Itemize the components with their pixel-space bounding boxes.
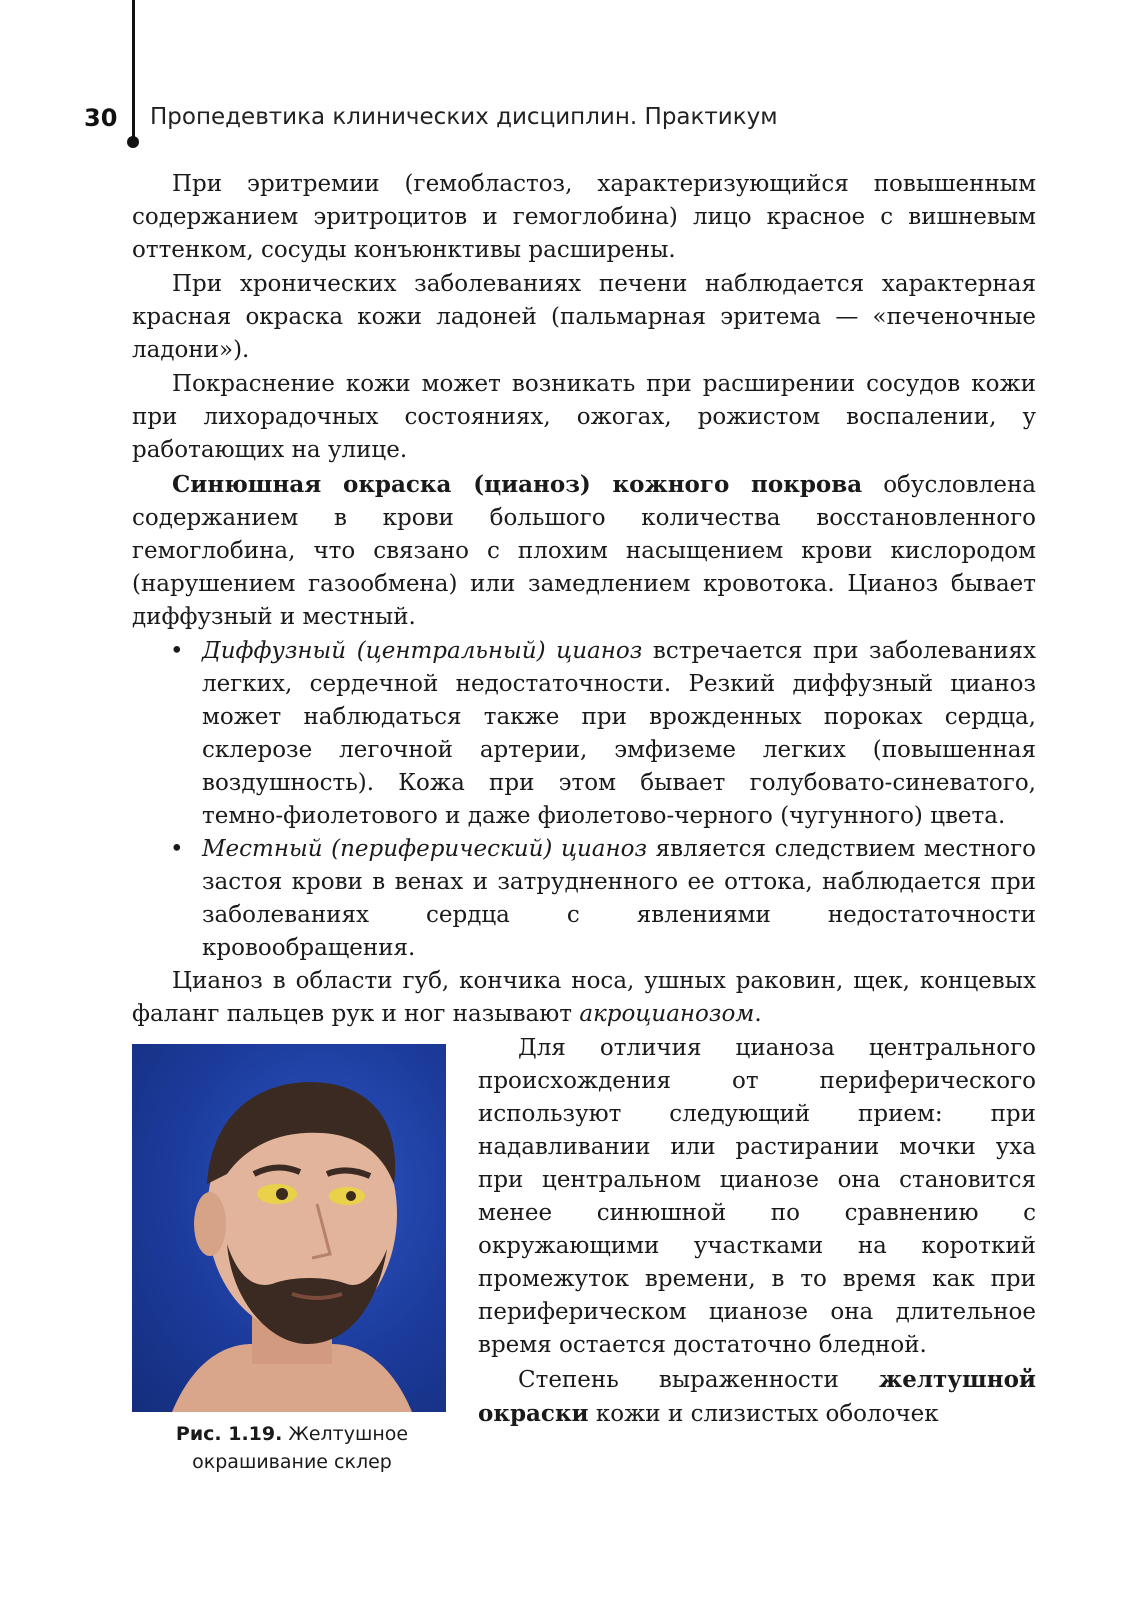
term-acrocyanosis: акроцианозом: [579, 1001, 755, 1027]
running-title: Пропедевтика клинических дисциплин. Практикум: [150, 104, 778, 130]
paragraph-acrocyanosis-end: .: [754, 1001, 762, 1027]
list-item-local: [132, 833, 1036, 965]
paragraph-erythremia: При эритремии (гемобластоз, характеризующийся повышенным содержанием эритроцитов и гемоглобина) лицо красное с вишневым оттенком, сосуды конъюнктивы расширены.: [132, 171, 1036, 263]
paragraph-cyanosis-text: обусловлена содержанием в крови большого количества восстановленного гемоглобина, что связано с плохим насыщением крови кислородом (нарушением газообмена) или замедлением кровотока. Цианоз бывает диффузный и местный.: [132, 472, 1036, 630]
page-number: 30: [84, 104, 118, 132]
header-rule-dot: [127, 136, 139, 148]
paragraph-cyanosis: [132, 468, 1036, 634]
paragraph-liver: При хронических заболеваниях печени наблюдается характерная красная окраска кожи ладоней (пальмарная эритема — «печеночные ладони»).: [132, 271, 1036, 363]
paragraph-redness: Покраснение кожи может возникать при расширении сосудов кожи при лихорадочных состояниях, ожогах, рожистом воспалении, у работающих на улице.: [132, 371, 1036, 463]
patient-photo: [132, 1044, 446, 1412]
list-item-diffuse: [132, 635, 1036, 833]
term-cyanosis: Синюшная окраска (цианоз) кожного покрова: [172, 471, 863, 498]
term-jaundice: желтушной окраски: [478, 1366, 1036, 1427]
cyanosis-types-list: [132, 635, 1036, 965]
page-body: [132, 168, 1036, 1480]
paragraph-differentiation: Для отличия цианоза центрального происхождения от периферического используют следующий прием: при надавливании или растирании мочки уха при центральном цианозе она становится менее синюшной по сравнению с окружающими участками на короткий промежуток времени, в то время как при периферическом цианозе она длительное время остается достаточно бледной.: [478, 1035, 1036, 1358]
header-rule: [132, 0, 135, 138]
term-local-cyanosis: Местный (периферический) цианоз: [202, 836, 648, 862]
paragraph-jaundice-end: кожи и слизистых оболочек: [588, 1401, 939, 1427]
paragraph-jaundice-text: Степень выраженности: [518, 1367, 879, 1393]
patient-face-illustration: [132, 1044, 446, 1412]
figure-caption-text: Желтушное окрашивание склер: [192, 1423, 409, 1473]
list-item-local-text: является следствием местного застоя крови в венах и затрудненного ее оттока, наблюдается при заболеваниях сердца с явлениями недостаточности кровообращения.: [202, 836, 1036, 961]
term-diffuse-cyanosis: Диффузный (центральный) цианоз: [202, 638, 643, 664]
bullet-marker: •: [170, 836, 184, 862]
bullet-marker: •: [170, 638, 184, 664]
figure-caption: [132, 1420, 452, 1476]
paragraph-acrocyanosis-start: [132, 965, 1036, 1031]
list-item-diffuse-text: встречается при заболеваниях легких, сердечной недостаточности. Резкий диффузный цианоз может наблюдаться также при врожденных пороках сердца, склерозе легочной артерии, эмфиземе легких (повышенная воздушность). Кожа при этом бывает голубовато-синеватого, темно-фиолетового и даже фиолетово-черного (чугунного) цвета.: [202, 638, 1037, 829]
paragraph-acrocyanosis-text: Цианоз в области губ, кончика носа, ушных раковин, щек, концевых фаланг пальцев рук и ног называют: [132, 968, 1036, 1027]
figure-1-19: [132, 1044, 452, 1476]
figure-label: Рис. 1.19.: [175, 1423, 283, 1445]
